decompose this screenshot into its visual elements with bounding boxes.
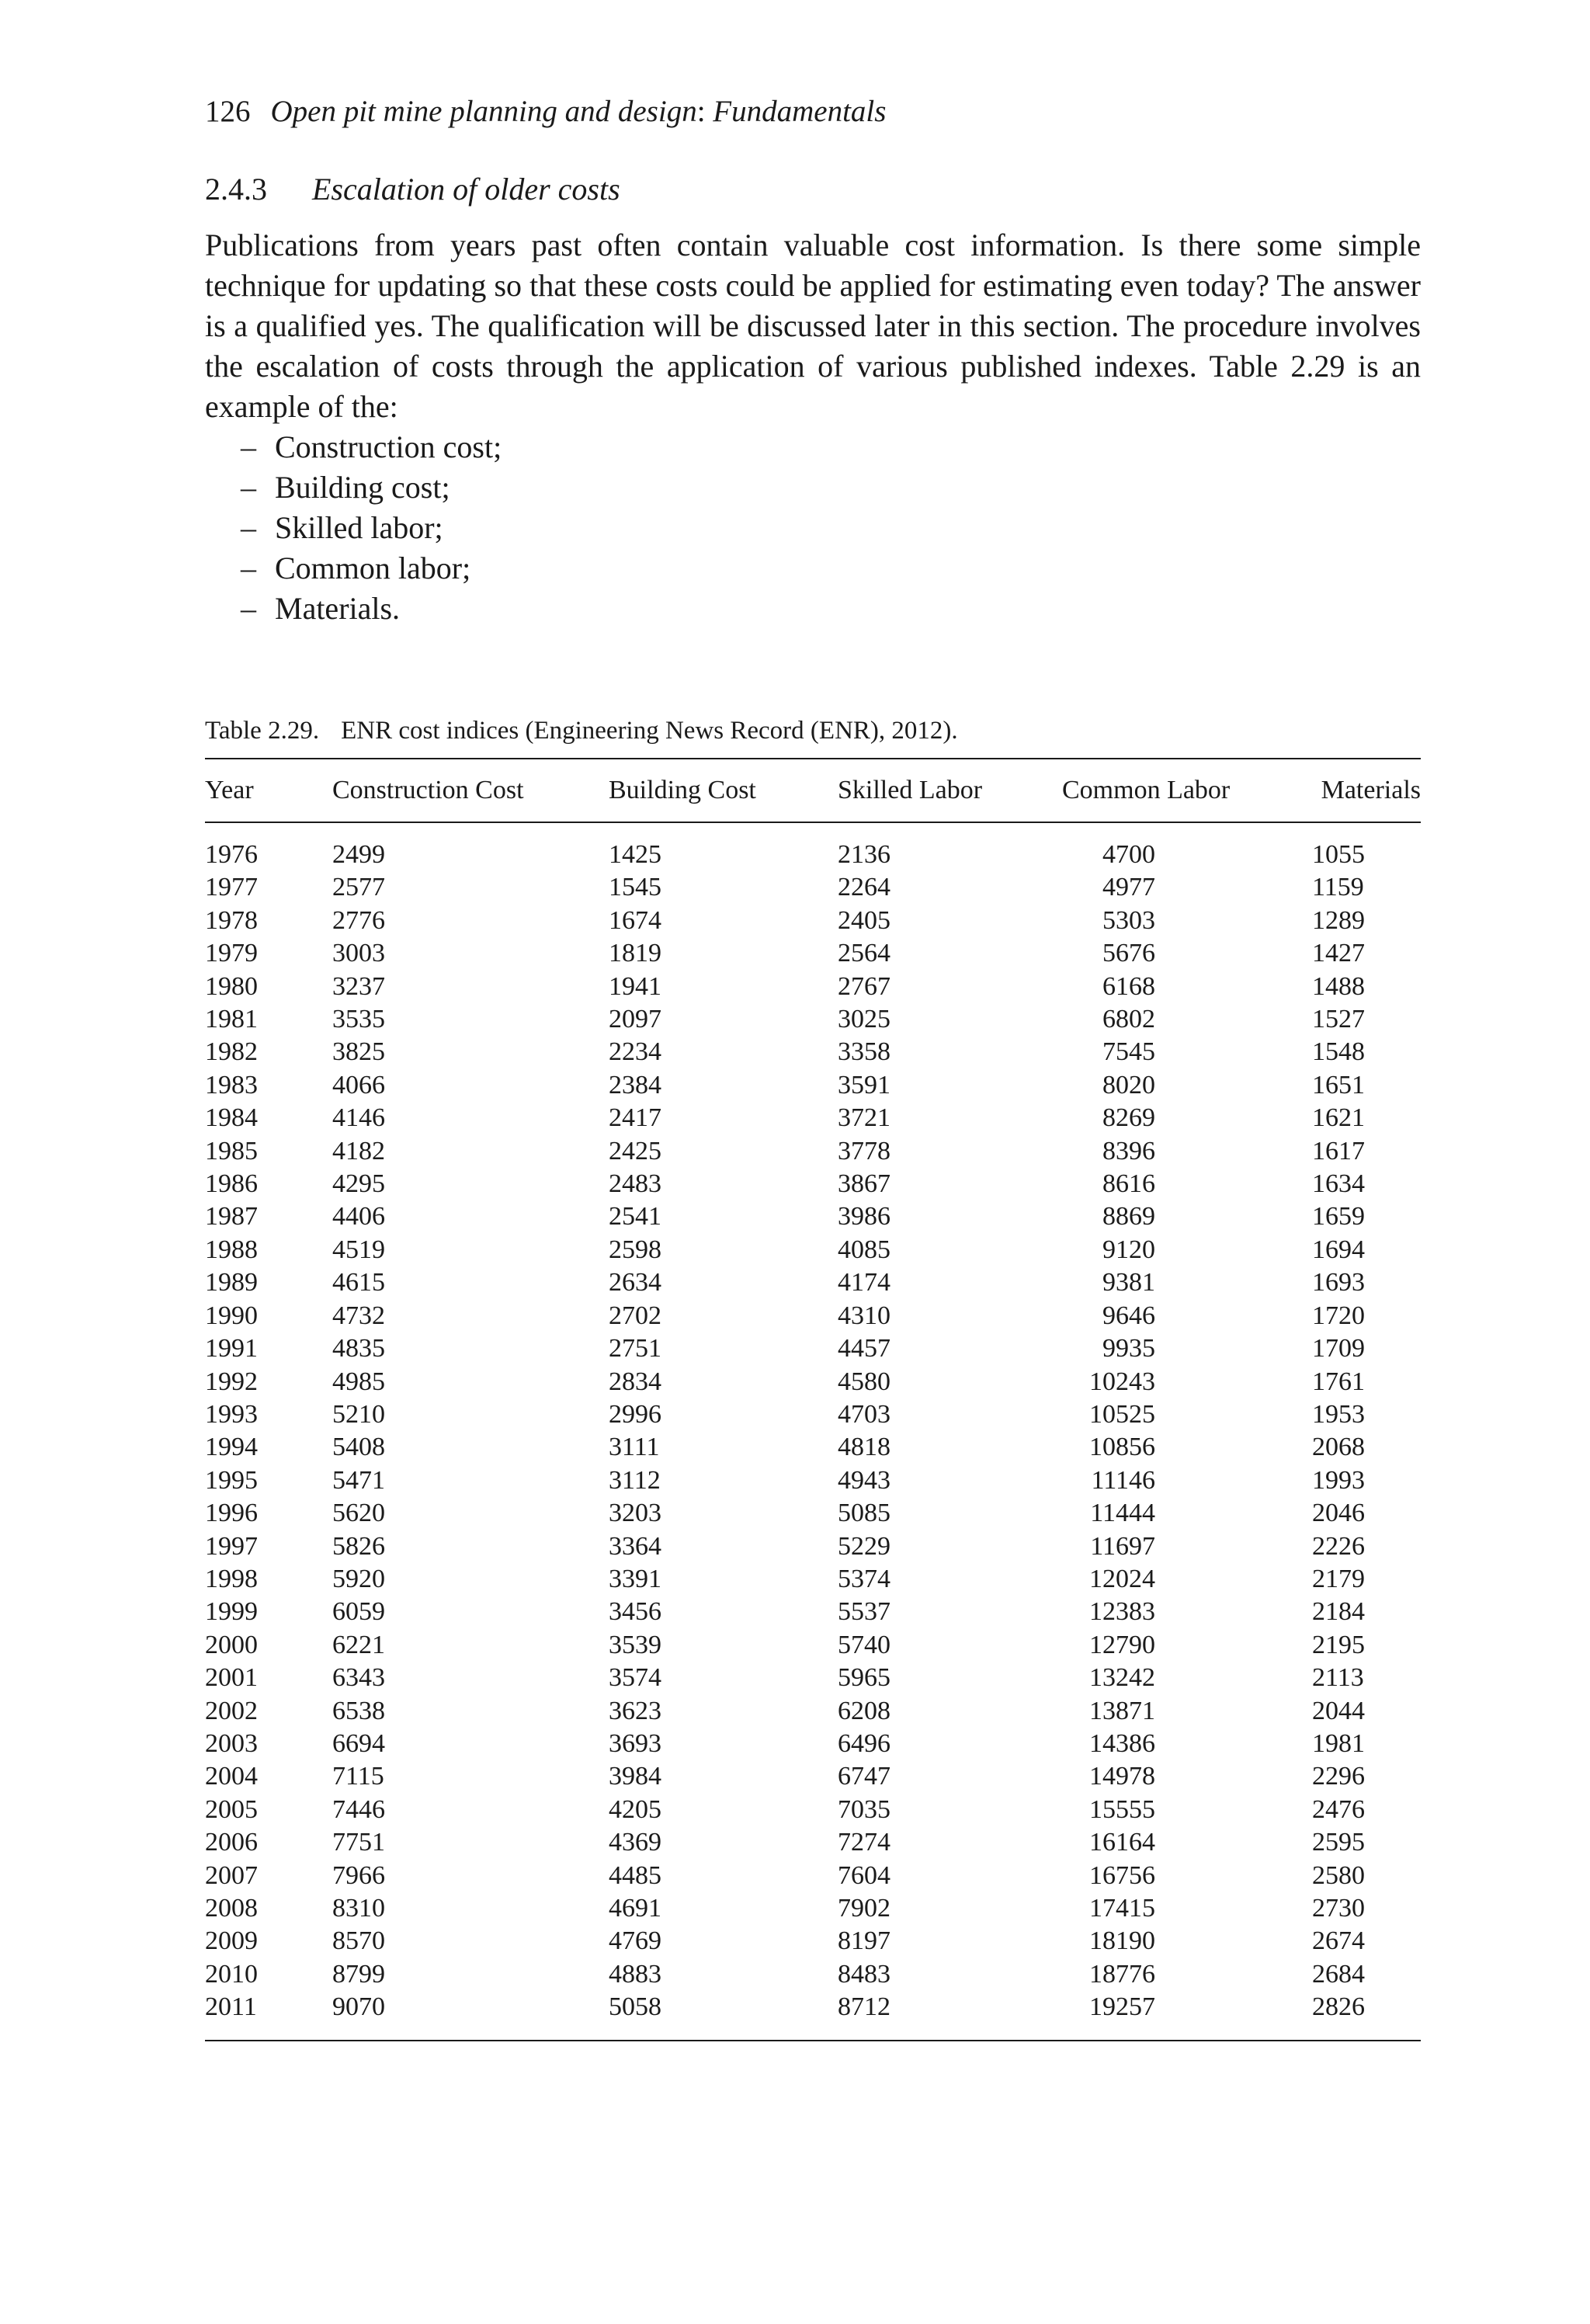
table-row [205,1991,1421,2040]
cell-construction-cost: 4519 [332,1235,385,1264]
bullet-dash: – [241,551,256,585]
cell-year: 2005 [205,1794,258,1824]
title-separator: : [696,95,713,128]
cell-common-labor: 8269 [1102,1103,1155,1133]
cell-skilled-labor: 6747 [838,1762,890,1791]
cell-building-cost: 1819 [609,939,661,968]
cell-building-cost: 2483 [609,1169,661,1199]
table-row [205,1366,1421,1398]
cell-year: 1998 [205,1564,258,1593]
cell-materials: 1289 [1312,905,1365,935]
cell-building-cost: 5058 [609,1992,661,2022]
bullet-dash: – [241,591,256,626]
cell-skilled-labor: 4174 [838,1268,890,1297]
cell-common-labor: 8616 [1102,1169,1155,1199]
cell-construction-cost: 4835 [332,1334,385,1363]
cell-materials: 2068 [1312,1433,1365,1462]
cell-skilled-labor: 4085 [838,1235,890,1264]
cell-year: 2011 [205,1992,257,2022]
cell-skilled-labor: 4457 [838,1334,890,1363]
cell-skilled-labor: 4703 [838,1399,890,1429]
cell-construction-cost: 4985 [332,1367,385,1396]
cell-year: 1989 [205,1268,258,1297]
bullet-text: Skilled labor; [275,510,443,545]
cell-materials: 1709 [1312,1334,1365,1363]
cell-construction-cost: 4182 [332,1136,385,1165]
book-title: Open pit mine planning and design [270,95,697,128]
cell-year: 1999 [205,1597,258,1627]
cell-common-labor: 4977 [1102,873,1155,902]
cell-materials: 1761 [1312,1367,1365,1396]
cell-year: 1996 [205,1499,258,1528]
cell-skilled-labor: 4310 [838,1301,890,1330]
cell-materials: 2674 [1312,1926,1365,1956]
table-row [205,1925,1421,1958]
cell-building-cost: 3693 [609,1728,661,1758]
table-row [205,1662,1421,1694]
cell-construction-cost: 8799 [332,1959,385,1989]
cell-construction-cost: 2499 [332,840,385,869]
cell-materials: 1427 [1312,939,1365,968]
table-row [205,1860,1421,1892]
cell-construction-cost: 4615 [332,1268,385,1297]
cell-skilled-labor: 3721 [838,1103,890,1133]
cell-building-cost: 3203 [609,1499,661,1528]
bullet-text: Common labor; [275,551,471,585]
cell-year: 2002 [205,1696,258,1725]
table-row [205,1398,1421,1431]
cell-building-cost: 2751 [609,1334,661,1363]
table-row [205,1695,1421,1728]
section-heading [205,169,1421,210]
cell-construction-cost: 5471 [332,1465,385,1495]
cell-building-cost: 2834 [609,1367,661,1396]
cell-materials: 2226 [1312,1531,1365,1561]
cell-building-cost: 2634 [609,1268,661,1297]
cell-construction-cost: 3825 [332,1037,385,1067]
cell-materials: 2113 [1312,1663,1364,1693]
cell-construction-cost: 5620 [332,1499,385,1528]
cell-common-labor: 9120 [1102,1235,1155,1264]
cell-construction-cost: 2577 [332,873,385,902]
cell-building-cost: 3391 [609,1564,661,1593]
page [205,92,1421,2041]
cell-skilled-labor: 4943 [838,1465,890,1495]
cell-year: 2010 [205,1959,258,1989]
table-row [205,1563,1421,1596]
cell-construction-cost: 8570 [332,1926,385,1956]
cell-year: 1985 [205,1136,258,1165]
cell-materials: 1993 [1312,1465,1365,1495]
bullet-item [205,427,1421,467]
cell-construction-cost: 3535 [332,1005,385,1034]
bullet-dash: – [241,429,256,464]
cell-common-labor: 8396 [1102,1136,1155,1165]
cell-common-labor: 10856 [1089,1433,1155,1462]
cell-common-labor: 12790 [1089,1630,1155,1659]
cell-materials: 2195 [1312,1630,1365,1659]
cell-year: 2004 [205,1762,258,1791]
bullet-item [205,589,1421,629]
table-row [205,1892,1421,1925]
cell-building-cost: 2996 [609,1399,661,1429]
cell-materials: 2179 [1312,1564,1365,1593]
cell-common-labor: 10525 [1089,1399,1155,1429]
cell-materials: 1953 [1312,1399,1365,1429]
table-row [205,1794,1421,1826]
cell-materials: 1055 [1312,840,1365,869]
cell-common-labor: 5303 [1102,905,1155,935]
bullet-item [205,467,1421,508]
header-year: Year [205,759,332,822]
table-row [205,1958,1421,1991]
table-row [205,871,1421,904]
table-row [205,1200,1421,1233]
cell-year: 1977 [205,873,258,902]
cell-materials: 2046 [1312,1499,1365,1528]
cell-year: 2000 [205,1630,258,1659]
cell-skilled-labor: 5740 [838,1630,890,1659]
header-common-labor: Common Labor [1062,759,1312,822]
cell-skilled-labor: 4818 [838,1433,890,1462]
bullet-text: Building cost; [275,470,450,505]
cell-year: 1981 [205,1005,258,1034]
cell-common-labor: 11444 [1090,1499,1155,1528]
cell-skilled-labor: 4580 [838,1367,890,1396]
table-caption-label: Table 2.29. [205,717,320,745]
cell-skilled-labor: 6208 [838,1696,890,1725]
cell-common-labor: 6802 [1102,1005,1155,1034]
cell-common-labor: 16164 [1089,1828,1155,1857]
cell-construction-cost: 4146 [332,1103,385,1133]
cell-year: 2001 [205,1663,258,1693]
cell-common-labor: 9935 [1102,1334,1155,1363]
table-row [205,1300,1421,1332]
cell-materials: 1617 [1312,1136,1365,1165]
table-row [205,1102,1421,1134]
cell-construction-cost: 5210 [332,1399,385,1429]
cell-materials: 1527 [1312,1005,1365,1034]
cell-materials: 2580 [1312,1860,1365,1890]
cell-skilled-labor: 5965 [838,1663,890,1693]
cell-building-cost: 2097 [609,1005,661,1034]
cell-common-labor: 9381 [1102,1268,1155,1297]
cell-common-labor: 17415 [1089,1894,1155,1923]
cell-construction-cost: 7446 [332,1794,385,1824]
cell-materials: 1651 [1312,1070,1365,1099]
cell-building-cost: 3112 [609,1465,661,1495]
cell-skilled-labor: 2767 [838,971,890,1001]
cell-skilled-labor: 2564 [838,939,890,968]
table-row [205,1135,1421,1168]
cell-construction-cost: 6538 [332,1696,385,1725]
cell-construction-cost: 4066 [332,1070,385,1099]
table-caption-text: ENR cost indices (Engineering News Record (ENR), 2012). [341,717,958,745]
cell-materials: 1694 [1312,1235,1365,1264]
section-title: Escalation of older costs [312,172,620,207]
cell-skilled-labor: 8197 [838,1926,890,1956]
cell-building-cost: 4883 [609,1959,661,1989]
cell-building-cost: 3456 [609,1597,661,1627]
cell-building-cost: 3984 [609,1762,661,1791]
cell-construction-cost: 4406 [332,1202,385,1231]
cell-construction-cost: 3003 [332,939,385,968]
cell-skilled-labor: 5537 [838,1597,890,1627]
cell-materials: 1621 [1312,1103,1365,1133]
cell-skilled-labor: 3358 [838,1037,890,1067]
cell-building-cost: 4205 [609,1794,661,1824]
cell-common-labor: 11146 [1091,1465,1155,1495]
cell-construction-cost: 3237 [332,971,385,1001]
cell-building-cost: 2598 [609,1235,661,1264]
cell-construction-cost: 2776 [332,905,385,935]
book-subtitle: Fundamentals [713,95,887,128]
cell-year: 1997 [205,1531,258,1561]
cell-materials: 2730 [1312,1894,1365,1923]
cell-building-cost: 1545 [609,873,661,902]
table-row [205,1530,1421,1563]
cell-building-cost: 4769 [609,1926,661,1956]
bullet-item [205,508,1421,548]
section-number: 2.4.3 [205,172,267,207]
cell-common-labor: 15555 [1089,1794,1155,1824]
cell-common-labor: 7545 [1102,1037,1155,1067]
cell-materials: 2476 [1312,1794,1365,1824]
cell-year: 1987 [205,1202,258,1231]
cell-construction-cost: 7966 [332,1860,385,1890]
cell-year: 1992 [205,1367,258,1396]
cell-building-cost: 2384 [609,1070,661,1099]
cell-materials: 2684 [1312,1959,1365,1989]
cell-year: 2003 [205,1728,258,1758]
cell-materials: 1981 [1312,1728,1365,1758]
cell-building-cost: 3623 [609,1696,661,1725]
cell-common-labor: 10243 [1089,1367,1155,1396]
enr-cost-table [205,758,1421,2041]
cell-common-labor: 18776 [1089,1959,1155,1989]
table-row [205,1036,1421,1068]
table-row [205,937,1421,970]
cell-common-labor: 14386 [1089,1728,1155,1758]
table-row [205,1332,1421,1365]
cell-year: 2008 [205,1894,258,1923]
table-row [205,971,1421,1003]
cell-construction-cost: 5920 [332,1564,385,1593]
cell-building-cost: 4485 [609,1860,661,1890]
cell-skilled-labor: 7902 [838,1894,890,1923]
bullet-text: Construction cost; [275,429,502,464]
table-row [205,1826,1421,1859]
cell-skilled-labor: 5229 [838,1531,890,1561]
cell-year: 2006 [205,1828,258,1857]
cell-skilled-labor: 3986 [838,1202,890,1231]
cell-building-cost: 1425 [609,840,661,869]
cell-common-labor: 13242 [1089,1663,1155,1693]
cell-construction-cost: 7115 [332,1762,384,1791]
cell-common-labor: 19257 [1089,1992,1155,2022]
cell-common-labor: 16756 [1089,1860,1155,1890]
bullet-dash: – [241,470,256,505]
cell-common-labor: 6168 [1102,971,1155,1001]
cell-common-labor: 13871 [1089,1696,1155,1725]
bullet-text: Materials. [275,591,401,626]
cell-building-cost: 2417 [609,1103,661,1133]
header-skilled-labor: Skilled Labor [838,759,1062,822]
table-row [205,1464,1421,1497]
cell-materials: 1548 [1312,1037,1365,1067]
cell-skilled-labor: 2264 [838,873,890,902]
cell-skilled-labor: 8712 [838,1992,890,2022]
cell-common-labor: 4700 [1102,840,1155,869]
cell-year: 1983 [205,1070,258,1099]
cell-materials: 1159 [1312,873,1364,902]
cell-construction-cost: 8310 [332,1894,385,1923]
cell-common-labor: 5676 [1102,939,1155,968]
cell-building-cost: 2425 [609,1136,661,1165]
cell-year: 1991 [205,1334,258,1363]
cell-construction-cost: 9070 [332,1992,385,2022]
cell-year: 1990 [205,1301,258,1330]
cell-skilled-labor: 8483 [838,1959,890,1989]
table-row [205,1234,1421,1266]
table-row [205,1168,1421,1200]
cell-construction-cost: 5408 [332,1433,385,1462]
bullet-item [205,548,1421,589]
header-construction-cost: Construction Cost [332,759,609,822]
cell-skilled-labor: 3778 [838,1136,890,1165]
table-body [205,822,1421,2041]
cell-materials: 1693 [1312,1268,1365,1297]
cell-skilled-labor: 3867 [838,1169,890,1199]
cell-construction-cost: 5826 [332,1531,385,1561]
cell-year: 1986 [205,1169,258,1199]
cell-skilled-labor: 7604 [838,1860,890,1890]
cell-building-cost: 3111 [609,1433,660,1462]
cell-construction-cost: 6343 [332,1663,385,1693]
cell-year: 1980 [205,971,258,1001]
table-row [205,1266,1421,1299]
cell-building-cost: 4369 [609,1828,661,1857]
cell-year: 1984 [205,1103,258,1133]
bullet-list [205,427,1421,629]
cell-common-labor: 18190 [1089,1926,1155,1956]
cell-year: 1978 [205,905,258,935]
cell-skilled-labor: 7274 [838,1828,890,1857]
cell-materials: 1720 [1312,1301,1365,1330]
cell-skilled-labor: 2136 [838,840,890,869]
cell-building-cost: 3539 [609,1630,661,1659]
table-row [205,1728,1421,1760]
cell-common-labor: 8869 [1102,1202,1155,1231]
table-row [205,1497,1421,1530]
header-building-cost: Building Cost [609,759,838,822]
cell-materials: 1659 [1312,1202,1365,1231]
cell-materials: 2296 [1312,1762,1365,1791]
cell-common-labor: 9646 [1102,1301,1155,1330]
cell-year: 1976 [205,840,258,869]
cell-skilled-labor: 3025 [838,1005,890,1034]
cell-year: 1979 [205,939,258,968]
cell-skilled-labor: 5085 [838,1499,890,1528]
cell-construction-cost: 7751 [332,1828,385,1857]
cell-skilled-labor: 5374 [838,1564,890,1593]
table-header-row [205,759,1421,822]
cell-materials: 2826 [1312,1992,1365,2022]
table-row [205,1431,1421,1464]
cell-construction-cost: 6694 [332,1728,385,1758]
cell-building-cost: 1941 [609,971,661,1001]
cell-materials: 2184 [1312,1597,1365,1627]
table-row [205,1760,1421,1793]
running-head [205,92,1421,132]
table-row [205,822,1421,871]
cell-common-labor: 12383 [1089,1597,1155,1627]
cell-materials: 1634 [1312,1169,1365,1199]
cell-year: 1982 [205,1037,258,1067]
cell-materials: 1488 [1312,971,1365,1001]
cell-common-labor: 8020 [1102,1070,1155,1099]
cell-construction-cost: 4295 [332,1169,385,1199]
table-caption [205,713,1421,749]
cell-year: 1993 [205,1399,258,1429]
cell-skilled-labor: 3591 [838,1070,890,1099]
cell-year: 1988 [205,1235,258,1264]
cell-materials: 2044 [1312,1696,1365,1725]
cell-building-cost: 1674 [609,905,661,935]
cell-common-labor: 11697 [1090,1531,1155,1561]
cell-building-cost: 2234 [609,1037,661,1067]
cell-building-cost: 3364 [609,1531,661,1561]
cell-year: 2009 [205,1926,258,1956]
cell-building-cost: 4691 [609,1894,661,1923]
cell-materials: 2595 [1312,1828,1365,1857]
cell-construction-cost: 4732 [332,1301,385,1330]
table-row [205,1003,1421,1036]
cell-skilled-labor: 2405 [838,905,890,935]
cell-year: 2007 [205,1860,258,1890]
cell-year: 1994 [205,1433,258,1462]
table-row [205,1596,1421,1628]
table-row [205,1629,1421,1662]
cell-building-cost: 2702 [609,1301,661,1330]
bullet-dash: – [241,510,256,545]
cell-year: 1995 [205,1465,258,1495]
cell-building-cost: 2541 [609,1202,661,1231]
header-materials: Materials [1312,759,1421,822]
page-number: 126 [205,95,251,128]
cell-skilled-labor: 7035 [838,1794,890,1824]
cell-construction-cost: 6059 [332,1597,385,1627]
cell-construction-cost: 6221 [332,1630,385,1659]
cell-building-cost: 3574 [609,1663,661,1693]
cell-common-labor: 14978 [1089,1762,1155,1791]
cell-skilled-labor: 6496 [838,1728,890,1758]
cell-common-labor: 12024 [1089,1564,1155,1593]
table-row [205,905,1421,937]
table-row [205,1069,1421,1102]
body-paragraph: Publications from years past often contain valuable cost information. Is there some simple technique for updating so that these costs could be applied for estimating even today? The answer is a qualified yes. The qualification will be discussed later in this section. The procedure involves the escalation of costs through the application of various published indexes. Table 2.29 is an example of the: [205,228,1421,424]
